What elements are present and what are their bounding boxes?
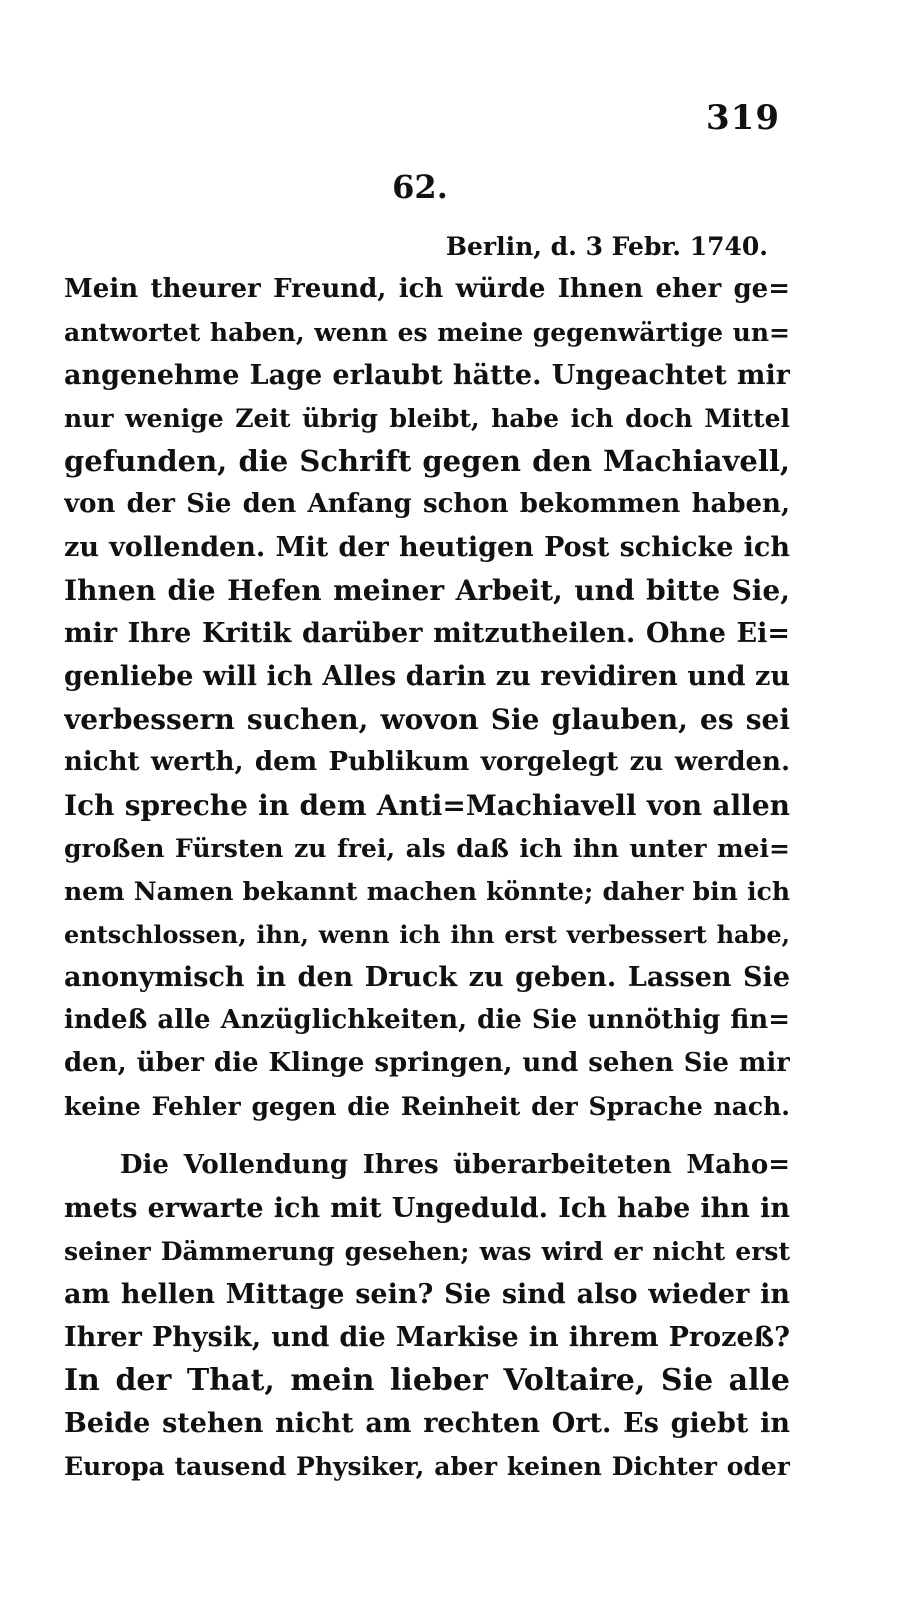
- text-line: Die Vollendung Ihres überarbeiteten Maho=: [120, 1150, 790, 1180]
- text-line: Ich spreche in dem Anti=Machiavell von allen: [64, 789, 790, 822]
- text-line: mir Ihre Kritik darüber mitzutheilen. Ohne Ei=: [64, 618, 790, 649]
- text-line: angenehme Lage erlaubt hätte. Ungeachtet mir: [64, 360, 790, 391]
- text-line: Beide stehen nicht am rechten Ort. Es giebt in: [64, 1408, 790, 1439]
- text-line: anonymisch in den Druck zu geben. Lassen Sie: [64, 962, 790, 993]
- text-line: Mein theurer Freund, ich würde Ihnen eher ge=: [64, 274, 790, 304]
- text-line: antwortet haben, wenn es meine gegenwärtige un=: [64, 318, 790, 347]
- text-line: gefunden, die Schrift gegen den Machiavell,: [64, 444, 790, 478]
- text-line: Ihnen die Hefen meiner Arbeit, und bitte Sie,: [64, 574, 790, 607]
- text-line: seiner Dämmerung gesehen; was wird er nicht erst: [64, 1237, 790, 1266]
- text-line: mets erwarte ich mit Ungeduld. Ich habe ihn in: [64, 1193, 790, 1224]
- letter-body: [64, 268, 790, 1488]
- dateline: Berlin, d. 3 Febr. 1740.: [445, 232, 768, 261]
- text-line: keine Fehler gegen die Reinheit der Sprache nach.: [64, 1092, 790, 1121]
- text-line: am hellen Mittage sein? Sie sind also wieder in: [64, 1279, 790, 1310]
- text-line: indeß alle Anzüglichkeiten, die Sie unnöthig fin=: [64, 1005, 790, 1035]
- text-line: nur wenige Zeit übrig bleibt, habe ich doch Mittel: [64, 404, 790, 433]
- text-line: zu vollenden. Mit der heutigen Post schicke ich: [64, 532, 790, 563]
- text-line: Europa tausend Physiker, aber keinen Dichter oder: [64, 1452, 790, 1481]
- text-line: entschlossen, ihn, wenn ich ihn erst verbessert habe,: [64, 920, 790, 949]
- text-line: In der That, mein lieber Voltaire, Sie alle: [64, 1363, 790, 1398]
- page-number: 319: [706, 98, 780, 138]
- text-line: von der Sie den Anfang schon bekommen haben,: [64, 489, 790, 519]
- text-line: großen Fürsten zu frei, als daß ich ihn unter mei=: [64, 834, 790, 863]
- letter-number: 62.: [392, 168, 448, 206]
- text-line: verbessern suchen, wovon Sie glauben, es sei: [64, 703, 790, 736]
- text-line: nicht werth, dem Publikum vorgelegt zu werden.: [64, 747, 790, 777]
- text-line: Ihrer Physik, und die Markise in ihrem Prozeß?: [64, 1322, 790, 1353]
- text-line: nem Namen bekannt machen könnte; daher bin ich: [64, 877, 790, 906]
- text-line: genliebe will ich Alles darin zu revidiren und zu: [64, 661, 790, 692]
- paragraph-1: [64, 268, 790, 1128]
- paragraph-gap: [64, 1128, 790, 1144]
- text-line: den, über die Klinge springen, und sehen Sie mir: [64, 1048, 790, 1078]
- paragraph-2: [64, 1144, 790, 1488]
